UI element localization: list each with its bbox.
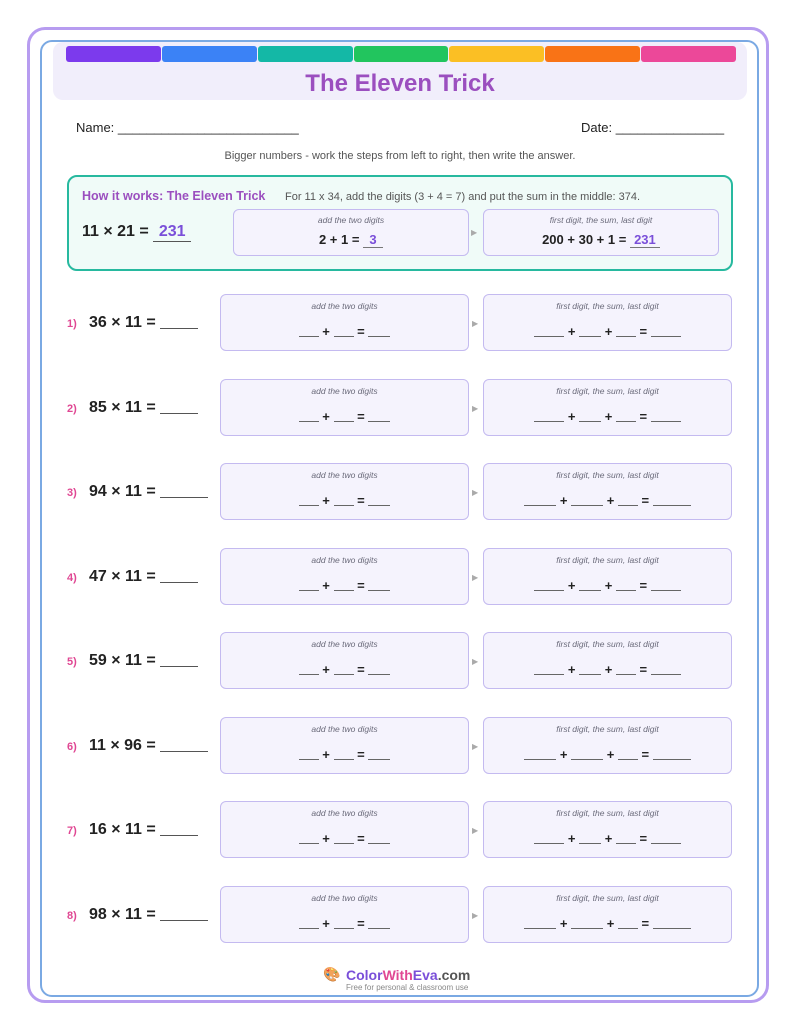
ones-blank[interactable] — [616, 409, 636, 422]
step2-blanks: + + = — [484, 578, 731, 593]
color-stripe — [354, 46, 449, 62]
palette-icon: 🎨 — [323, 966, 341, 982]
step2-blanks: + + = — [484, 747, 731, 762]
color-stripe — [641, 46, 736, 62]
total-blank[interactable] — [653, 493, 691, 506]
step2-box — [483, 632, 732, 689]
arrow-icon: ▶ — [472, 826, 479, 835]
step1-caption: add the two digits — [311, 301, 378, 311]
step2-caption: first digit, the sum, last digit — [556, 301, 659, 311]
instructions: Bigger numbers - work the steps from left to right, then write the answer. — [224, 150, 576, 162]
tens-blank[interactable] — [579, 409, 601, 422]
example-step2-box — [483, 209, 719, 256]
step1-caption: add the two digits — [311, 808, 378, 818]
step1-blanks: + = — [221, 409, 468, 424]
step2-blanks: + + = — [484, 493, 731, 508]
step2-caption: first digit, the sum, last digit — [556, 385, 659, 396]
step1-caption: add the two digits — [311, 723, 378, 734]
ones-blank[interactable] — [618, 493, 638, 506]
brand-eva: Eva — [412, 967, 438, 983]
step1-box — [220, 886, 469, 943]
digit-blank[interactable] — [299, 747, 319, 760]
step2-caption: first digit, the sum, last digit — [556, 892, 659, 903]
step1-blanks: + = — [221, 747, 468, 762]
step1-box — [220, 548, 469, 605]
step1-blanks: + = — [221, 578, 468, 593]
step1-box — [220, 379, 469, 436]
ones-blank[interactable] — [616, 662, 636, 675]
problem-expression: 36 × 11 = — [89, 314, 156, 331]
arrow-icon: ▶ — [472, 657, 479, 666]
example-note: For 11 x 34, add the digits (3 + 4 = 7) and put the sum in the middle: 374. — [285, 191, 641, 203]
digit-blank[interactable] — [334, 662, 354, 675]
answer-blank[interactable] — [160, 483, 208, 498]
step2-caption: first digit, the sum, last digit — [556, 470, 659, 480]
digit-blank[interactable] — [299, 578, 319, 591]
problem-expression: 94 × 11 = — [89, 483, 156, 500]
step1-caption: add the two digits — [311, 639, 378, 649]
step1-caption: add the two digits — [311, 385, 378, 396]
step1-box — [220, 717, 469, 774]
color-stripe — [545, 46, 640, 62]
step1-caption: add the two digits — [311, 554, 378, 565]
step1-box — [220, 294, 469, 351]
brand-with: With — [382, 967, 413, 983]
sum-blank[interactable] — [368, 578, 390, 591]
step2-blanks: + + = — [484, 324, 731, 339]
example-arrow-icon: ▶ — [471, 228, 478, 237]
step2-box — [483, 294, 732, 351]
answer-blank[interactable] — [160, 568, 198, 583]
step1-blanks: + = — [221, 916, 468, 931]
date-line: _______________ — [615, 120, 725, 135]
problem-number: 5) — [67, 656, 77, 668]
example-heading: How it works: The Eleven Trick — [82, 189, 266, 203]
step1-blanks: + = — [221, 493, 468, 508]
problem-number: 4) — [67, 571, 77, 584]
digit-blank[interactable] — [299, 324, 319, 337]
sum-blank[interactable] — [368, 831, 390, 844]
tens-blank[interactable] — [571, 916, 603, 929]
step2-blanks: + + = — [484, 916, 731, 931]
hundreds-blank[interactable] — [524, 493, 556, 506]
total-blank[interactable] — [651, 324, 681, 337]
problem-expression: 98 × 11 = — [89, 905, 156, 923]
name-field — [76, 120, 299, 135]
example-expression: 11 × 21 = — [82, 223, 149, 240]
hundreds-blank[interactable] — [524, 916, 556, 929]
digit-blank[interactable] — [334, 916, 354, 929]
problem-equation — [89, 906, 208, 924]
arrow-icon: ▶ — [472, 403, 479, 413]
brand-color: Color — [346, 967, 383, 983]
step2-caption: first digit, the sum, last digit — [556, 808, 659, 818]
tens-blank[interactable] — [571, 747, 603, 760]
problem-expression: 59 × 11 = — [89, 652, 156, 669]
tens-blank[interactable] — [579, 831, 601, 844]
step1-box — [220, 801, 469, 858]
problem-expression: 11 × 96 = — [89, 736, 156, 754]
hundreds-blank[interactable] — [534, 578, 564, 591]
digit-blank[interactable] — [334, 324, 354, 337]
hundreds-blank[interactable] — [524, 747, 556, 760]
digit-blank[interactable] — [299, 409, 319, 422]
example-step1-answer: 3 — [363, 232, 383, 248]
ones-blank[interactable] — [616, 578, 636, 591]
problem-number: 6) — [67, 740, 77, 753]
problem-equation — [89, 737, 208, 755]
sum-blank[interactable] — [368, 747, 390, 760]
sum-blank[interactable] — [368, 916, 390, 929]
color-stripe — [258, 46, 353, 62]
step1-caption: add the two digits — [311, 470, 378, 480]
problem-number: 3) — [67, 487, 77, 499]
example-step2-text: 200 + 30 + 1 = — [542, 232, 627, 247]
example-step2-answer: 231 — [630, 232, 660, 248]
example-step1-box — [233, 209, 469, 256]
digit-blank[interactable] — [334, 831, 354, 844]
page-title: The Eleven Trick — [305, 70, 495, 97]
color-stripe — [449, 46, 544, 62]
sum-blank[interactable] — [368, 662, 390, 675]
digit-blank[interactable] — [334, 409, 354, 422]
problem-expression: 85 × 11 = — [89, 398, 156, 416]
step2-blanks: + + = — [484, 662, 731, 677]
date-label: Date: — [581, 120, 613, 135]
step2-blanks: + + = — [484, 831, 731, 846]
total-blank[interactable] — [651, 578, 681, 591]
date-field — [581, 120, 724, 135]
total-blank[interactable] — [651, 662, 681, 675]
tens-blank[interactable] — [579, 578, 601, 591]
total-blank[interactable] — [653, 916, 691, 929]
digit-blank[interactable] — [334, 747, 354, 760]
example-problem — [82, 223, 191, 242]
ones-blank[interactable] — [616, 324, 636, 337]
step2-box — [483, 886, 732, 943]
total-blank[interactable] — [651, 831, 681, 844]
color-stripe-bar — [66, 46, 736, 62]
step1-blanks: + = — [221, 831, 468, 846]
name-label: Name: — [76, 120, 115, 135]
answer-blank[interactable] — [160, 399, 198, 414]
color-stripe — [162, 46, 257, 62]
hundreds-blank[interactable] — [534, 409, 564, 422]
example-step2-caption: first digit, the sum, last digit — [549, 215, 653, 225]
color-stripe — [66, 46, 161, 62]
sum-blank[interactable] — [368, 409, 390, 422]
example-answer: 231 — [153, 223, 191, 242]
tens-blank[interactable] — [579, 324, 601, 337]
step2-box — [483, 463, 732, 520]
sum-blank[interactable] — [368, 324, 390, 337]
digit-blank[interactable] — [334, 578, 354, 591]
step1-caption: add the two digits — [311, 892, 378, 903]
problem-expression: 47 × 11 = — [89, 567, 156, 585]
step2-box — [483, 548, 732, 605]
tens-blank[interactable] — [579, 662, 601, 675]
example-step1-caption: add the two digits — [317, 215, 385, 225]
digit-blank[interactable] — [299, 493, 319, 506]
digit-blank[interactable] — [299, 831, 319, 844]
example-step2-line — [484, 232, 718, 248]
answer-blank[interactable] — [160, 906, 208, 921]
step2-caption: first digit, the sum, last digit — [556, 639, 659, 649]
arrow-icon: ▶ — [472, 488, 479, 497]
ones-blank[interactable] — [616, 831, 636, 844]
step2-blanks: + + = — [484, 409, 731, 424]
problem-equation — [89, 314, 198, 332]
tens-blank[interactable] — [571, 493, 603, 506]
answer-blank[interactable] — [160, 821, 198, 836]
step1-blanks: + = — [221, 662, 468, 677]
footer-brand — [346, 967, 470, 983]
problem-number: 2) — [67, 402, 77, 415]
problem-number: 1) — [67, 318, 77, 330]
digit-blank[interactable] — [334, 493, 354, 506]
step1-blanks: + = — [221, 324, 468, 339]
arrow-icon: ▶ — [472, 741, 479, 751]
ones-blank[interactable] — [618, 916, 638, 929]
footer-tagline: Free for personal & classroom use — [346, 983, 469, 992]
problem-equation — [89, 652, 198, 670]
digit-blank[interactable] — [299, 662, 319, 675]
hundreds-blank[interactable] — [534, 324, 564, 337]
step1-box — [220, 632, 469, 689]
arrow-icon: ▶ — [472, 572, 479, 582]
step2-box — [483, 801, 732, 858]
problem-number: 7) — [67, 825, 77, 837]
sum-blank[interactable] — [368, 493, 390, 506]
answer-blank[interactable] — [160, 652, 198, 667]
step1-box — [220, 463, 469, 520]
step2-caption: first digit, the sum, last digit — [556, 554, 659, 565]
hundreds-blank[interactable] — [534, 831, 564, 844]
problem-number: 8) — [67, 909, 77, 922]
example-step1-text: 2 + 1 = — [318, 232, 360, 247]
ones-blank[interactable] — [618, 747, 638, 760]
problem-equation — [89, 399, 198, 417]
answer-blank[interactable] — [160, 737, 208, 752]
answer-blank[interactable] — [160, 314, 198, 329]
problem-equation — [89, 483, 208, 501]
problem-expression: 16 × 11 = — [89, 821, 156, 838]
total-blank[interactable] — [651, 409, 681, 422]
brand-tld: .com — [437, 967, 471, 983]
hundreds-blank[interactable] — [534, 662, 564, 675]
digit-blank[interactable] — [299, 916, 319, 929]
step2-caption: first digit, the sum, last digit — [556, 723, 659, 734]
problem-equation — [89, 821, 198, 839]
total-blank[interactable] — [653, 747, 691, 760]
example-step1-line — [234, 232, 468, 248]
arrow-icon: ▶ — [472, 319, 479, 328]
step2-box — [483, 379, 732, 436]
name-line: _________________________ — [117, 120, 299, 135]
step2-box — [483, 717, 732, 774]
problem-equation — [89, 568, 198, 586]
arrow-icon: ▶ — [472, 910, 479, 920]
